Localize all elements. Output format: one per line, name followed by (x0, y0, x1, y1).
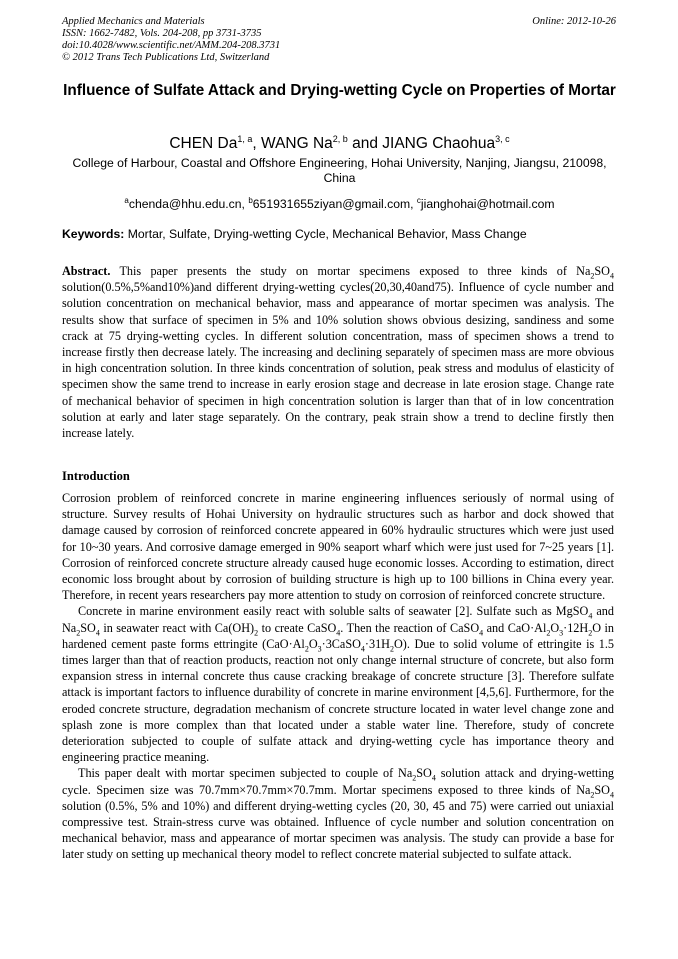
subscript: 3 (317, 644, 322, 654)
keywords (62, 227, 617, 242)
author-name: JIANG Chaohua (382, 135, 496, 153)
subscript: 2 (412, 773, 417, 783)
subscript: 2 (389, 644, 394, 654)
subscript: 4 (360, 644, 365, 654)
author-superscript: 1, a (237, 134, 253, 144)
text-run: SO (594, 782, 610, 797)
paragraph (62, 765, 614, 862)
author-superscript: 2, b (332, 134, 348, 144)
text-run: in seawater react with Ca(OH) (99, 620, 255, 635)
subscript: 4 (588, 611, 593, 621)
subscript: 2 (590, 271, 595, 281)
paragraph (62, 603, 614, 765)
text-run: . Then the reaction of CaSO (340, 620, 480, 635)
paper-title: Influence of Sulfate Attack and Drying-wetting Cycle on Properties of Mortar (63, 82, 616, 99)
email-address[interactable]: jianghohai@hotmail.com (420, 197, 555, 212)
abstract-label: Abstract. (62, 264, 111, 278)
subscript: 2 (254, 628, 259, 638)
text-run: and CaO·Al (483, 620, 547, 635)
issn-line: ISSN: 1662-7482, Vols. 204-208, pp 3731-3735 (62, 28, 262, 39)
affiliation: College of Harbour, Coastal and Offshore Engineering, Hohai University, Nanjing, Jiangsu, 210098, China (72, 156, 607, 185)
abstract-text: solution(0.5%,5%and10%)and different drying-wetting cycles(20,30,40and75). Influence of cycle number and solution concentration on mechanical behavior, mass and appearance of mortar specimen was analysis. The results show that surface of specimen in 5% and 10% solution shows obvious desizing, sandiness and some crack at 75 drying-wetting cycles. In different solution concentration, mass of specimen shows a trend to increase firstly then decrease lately. The increasing and declining separately of specimen mass are more obvious in high concentration solution. In three kinds concentration of solution, peak stress and modulus of elasticity of specimen show the same trend to increase in early erosion stage and decrease in late erosion stage. Change rate of mechanical behavior of specimen in high concentration solution is larger than that of in low concentration solution at early and later stage separately. On the contrary, peak strain show a trend to decline firstly then increase lately. (62, 280, 614, 441)
author-superscript: 3, c (495, 134, 510, 144)
author-name: WANG Na (261, 135, 333, 153)
online-date: Online: 2012-10-26 (532, 16, 616, 27)
subscript: 4 (610, 271, 614, 281)
email-superscript: c (416, 196, 421, 205)
doi-line: doi:10.4028/www.scientific.net/AMM.204-208.3731 (62, 40, 281, 51)
section-heading: Introduction (62, 469, 130, 483)
subscript: 2 (76, 628, 81, 638)
keywords-label: Keywords: (62, 227, 125, 241)
subscript: 4 (610, 790, 614, 800)
author-name: CHEN Da (169, 135, 238, 153)
text-run: solution (0.5%, 5% and 10%) and different drying-wetting cycles (20, 30, 45 and 75) were carried out uniaxial compressive test. Strain-stress curve was obtained. Influence of cycle number and solution concentration on mechanical behavior, mass and appearance of mortar specimen was analysis. The study can provide a base for later study on setting up mechanical theory model to reflect concrete material subjected to sulfate attack. (62, 798, 614, 862)
subscript: 2 (546, 628, 551, 638)
subscript: 4 (479, 628, 484, 638)
email-superscript: a (124, 196, 129, 205)
author-separator: and (347, 135, 383, 153)
text-run: ·31H (364, 636, 390, 651)
abstract-text: SO (594, 264, 610, 278)
email-line (62, 193, 617, 212)
text-run: solution attack and drying-wetting cycle. Specimen size was 70.7mm×70.7mm×70.7mm. Mortar specimens exposed to three kinds of Na (62, 766, 615, 797)
keywords-text: Mortar, Sulfate, Drying-wetting Cycle, Mechanical Behavior, Mass Change (124, 227, 527, 241)
text-run: O (550, 620, 560, 635)
email-address[interactable]: 651931655ziyan@gmail.com, (252, 197, 417, 212)
text-run: Concrete in marine environment easily react with soluble salts of seawater [2]. Sulfate such as MgSO (78, 604, 589, 619)
subscript: 2 (304, 644, 309, 654)
subscript: 3 (559, 628, 564, 638)
paragraph: Corrosion problem of reinforced concrete in marine engineering influences seriously of normal using of structure. Survey results of Hohai University on hydraulic structures such as harbor and dock showed that damage caused by corrosion of reinforced concrete appeared in 60% hydraulic structures which were just used for 10~30 years. And corrosive damage emerged in 90% seaport wharf which were just used for 7~25 years [1]. Corrosion of reinforced concrete structure already caused huge economic losses. According to estimation, direct economic loss brought about by corrosion of building structure is high up to 100 billions in China every year. Therefore, in recent years researchers pay more attention to study on corrosion of reinforced concrete structure. (62, 491, 614, 603)
abstract (62, 263, 614, 441)
text-run: O). Due to solid volume of ettringite is 1.5 times larger than that of reaction products, reaction not only change internal structure of concrete, but also form expansion stress in internal concrete thus cause cracking breakage of concrete structure [3]. Therefore sulfate attack is important factors to influence durability of concrete in marine environment [4,5,6]. Furthermore, for the eroded concrete structure, degradation mechanism of concrete structure located in water level change zone and splash zone is more complex than that located under a stable water line. Therefore, study of concrete deterioration subjected to couple of sulfate attack and drying-wetting cycle has importance theory and engineering practice meaning. (62, 636, 615, 765)
text-run: This paper dealt with mortar specimen subjected to couple of Na (78, 766, 413, 781)
text-run: SO (416, 766, 432, 781)
email-address[interactable]: chenda@hhu.edu.cn, (128, 197, 249, 212)
text-run: O (308, 636, 318, 651)
text-run: ·12H (563, 620, 589, 635)
text-run: SO (80, 620, 96, 635)
author-separator: , (252, 135, 262, 153)
text-run: ·3CaSO (321, 636, 361, 651)
abstract-text: This paper presents the study on mortar specimens exposed to three kinds of Na (110, 264, 591, 278)
author-line (62, 130, 617, 153)
journal-name: Applied Mechanics and Materials (62, 16, 205, 27)
subscript: 2 (590, 790, 595, 800)
text-run: and Na (62, 604, 614, 635)
introduction-body (62, 490, 614, 863)
subscript: 4 (95, 628, 100, 638)
text-run: O in hardened cement paste forms ettringite (CaO·Al (62, 620, 614, 651)
subscript: 2 (588, 628, 593, 638)
text-run: to create CaSO (258, 620, 337, 635)
email-superscript: b (248, 196, 253, 205)
subscript: 4 (336, 628, 341, 638)
subscript: 4 (431, 773, 436, 783)
copyright-line: © 2012 Trans Tech Publications Ltd, Switzerland (62, 52, 270, 63)
